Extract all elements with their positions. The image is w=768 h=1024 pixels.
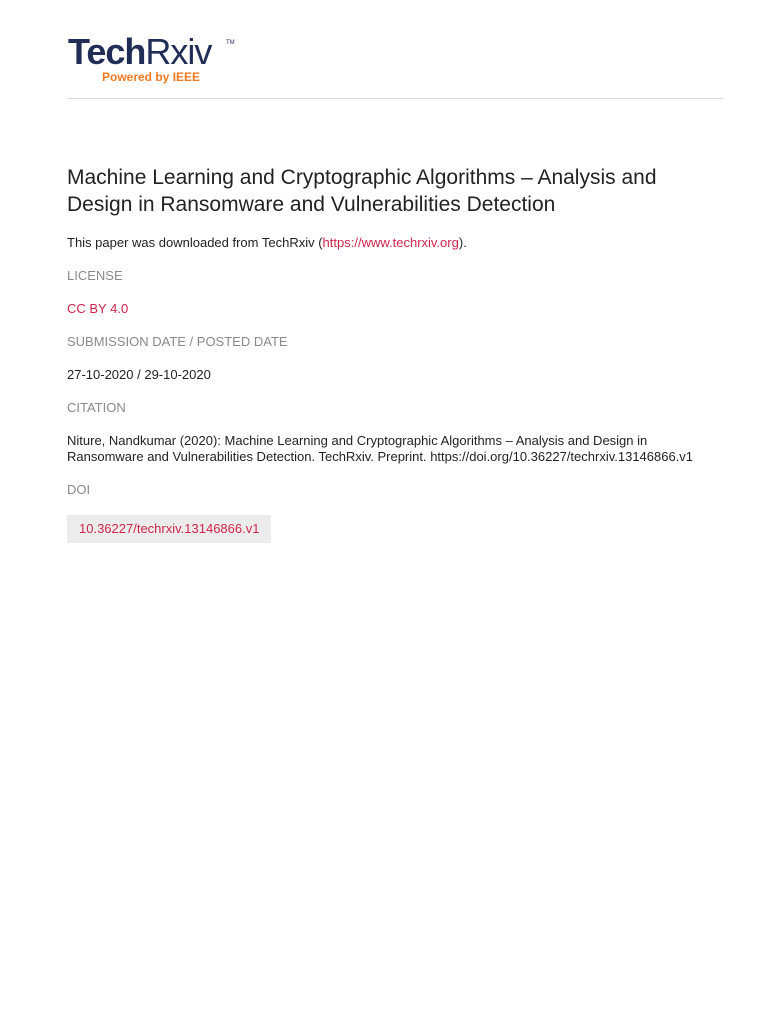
- techrxiv-link[interactable]: https://www.techrxiv.org: [322, 235, 459, 250]
- citation-line-1: Niture, Nandkumar (2020): Machine Learning and Cryptographic Algorithms – Analysis and Design in: [67, 433, 648, 448]
- download-notice: [67, 235, 723, 251]
- logo-tagline: Powered by IEEE: [102, 70, 201, 84]
- header-divider: [67, 98, 723, 99]
- logo-wordmark: [68, 31, 212, 72]
- license-link[interactable]: CC BY 4.0: [67, 301, 129, 316]
- doi-link[interactable]: 10.36227/techrxiv.13146866.v1: [67, 515, 271, 543]
- techrxiv-logo[interactable]: [68, 31, 238, 88]
- dates-label: SUBMISSION DATE / POSTED DATE: [67, 334, 288, 349]
- download-prefix: This paper was downloaded from TechRxiv (: [67, 235, 323, 250]
- license-label: LICENSE: [67, 268, 123, 283]
- citation-text: [67, 433, 723, 465]
- logo-trademark: TM: [226, 40, 235, 46]
- logo-rxiv-text: Rxiv: [145, 31, 212, 72]
- citation-label: CITATION: [67, 400, 126, 415]
- download-suffix: ).: [458, 235, 467, 250]
- logo-tech-text: Tech: [68, 31, 146, 72]
- dates-value: 27-10-2020 / 29-10-2020: [67, 367, 211, 382]
- paper-info: [67, 164, 723, 543]
- doi-label: DOI: [67, 482, 91, 497]
- paper-title: Machine Learning and Cryptographic Algorithms – Analysis and Design in Ransomware and Vulnerabilities Detection: [67, 166, 657, 216]
- citation-line-2: Ransomware and Vulnerabilities Detection. TechRxiv. Preprint. https://doi.org/10.36227/techrxiv.13146866.v1: [67, 449, 694, 464]
